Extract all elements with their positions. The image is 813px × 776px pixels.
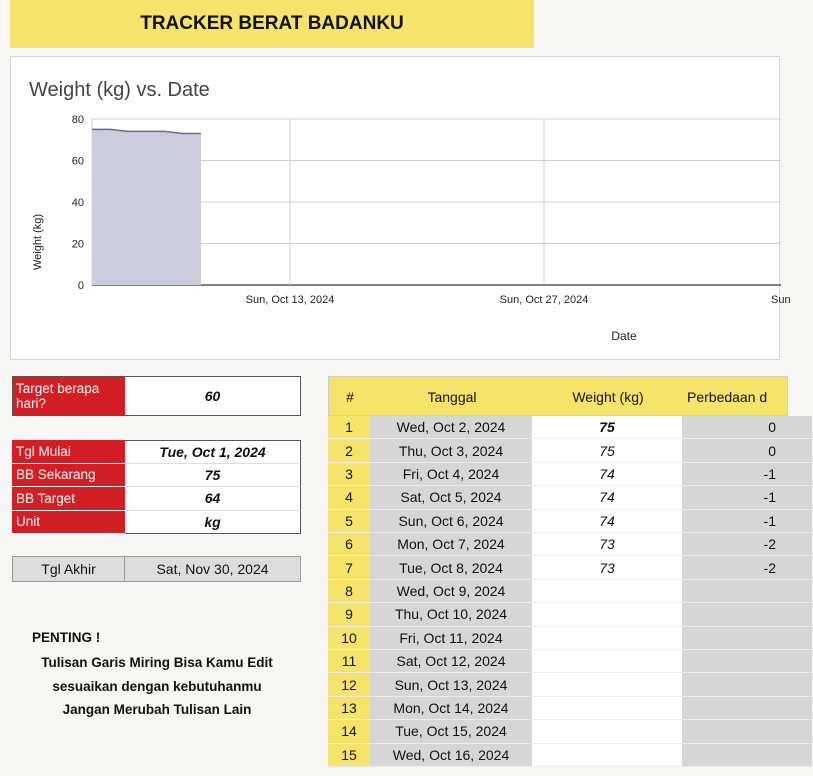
table-row: [328, 650, 788, 673]
row-date: Fri, Oct 11, 2024: [370, 627, 532, 650]
start-date-label: Tgl Mulai: [12, 440, 125, 464]
row-weight-input[interactable]: 74: [532, 486, 682, 509]
x-tick-label: Sun, Oct 27, 2024: [499, 294, 589, 306]
y-tick-label: 20: [71, 238, 84, 251]
y-tick-label: 0: [77, 280, 84, 292]
row-date: Sun, Oct 6, 2024: [370, 510, 532, 533]
table-header: [328, 376, 788, 416]
row-weight-input[interactable]: 74: [532, 510, 682, 533]
header-difference: Perbedaan d: [687, 389, 768, 405]
y-tick-label: 80: [71, 114, 84, 126]
title-banner: [10, 0, 534, 48]
row-weight-input[interactable]: [532, 697, 682, 720]
row-date: Wed, Oct 2, 2024: [370, 416, 532, 439]
row-number: 6: [328, 533, 370, 556]
header-weight: Weight (kg): [572, 389, 644, 405]
current-weight-input[interactable]: 75: [125, 464, 301, 488]
table-row: [328, 510, 788, 533]
row-date: Thu, Oct 10, 2024: [370, 603, 532, 626]
row-number: 9: [328, 603, 370, 626]
table-row: [328, 627, 788, 650]
target-days-input[interactable]: 60: [125, 376, 301, 416]
row-difference: -2: [682, 533, 812, 556]
x-tick-label: Sun: [771, 294, 791, 306]
row-weight-input[interactable]: [532, 580, 682, 603]
y-axis-label: Weight (kg): [32, 213, 44, 271]
target-weight-label: BB Target: [12, 487, 125, 511]
row-date: Wed, Oct 9, 2024: [370, 580, 532, 603]
row-difference: [682, 580, 812, 603]
row-number: 11: [328, 650, 370, 673]
row-difference: 0: [682, 439, 812, 462]
table-row: [328, 416, 788, 439]
table-row: [328, 556, 788, 579]
weight-log-table: [328, 376, 788, 776]
row-weight-input[interactable]: [532, 650, 682, 673]
table-row: [328, 673, 788, 696]
note-line-1: Tulisan Garis Miring Bisa Kamu Edit: [41, 655, 273, 670]
table-row: [328, 486, 788, 509]
page-title: TRACKER BERAT BADANKU: [140, 13, 404, 34]
row-number: 10: [328, 627, 370, 650]
header-date: Tanggal: [427, 389, 477, 405]
weight-chart[interactable]: [10, 56, 791, 360]
row-date: Tue, Oct 15, 2024: [370, 720, 532, 743]
chart-title: Weight (kg) vs. Date: [29, 79, 210, 101]
row-date: Tue, Oct 8, 2024: [370, 556, 532, 579]
table-row: [328, 603, 788, 626]
row-difference: 0: [682, 416, 812, 439]
target-weight-input[interactable]: 64: [125, 487, 301, 511]
y-tick-label: 60: [71, 155, 84, 168]
weight-series-area[interactable]: [92, 129, 201, 285]
row-number: 7: [328, 556, 370, 579]
table-row: [328, 533, 788, 556]
row-number: 8: [328, 580, 370, 603]
row-date: Thu, Oct 3, 2024: [370, 439, 532, 462]
end-date-value: Sat, Nov 30, 2024: [124, 556, 301, 582]
table-row: [328, 744, 788, 767]
row-difference: -2: [682, 556, 812, 579]
target-days-frame: [12, 376, 301, 416]
note-line-3: Jangan Merubah Tulisan Lain: [62, 702, 252, 717]
current-weight-label: BB Sekarang: [12, 464, 125, 488]
table-row: [328, 580, 788, 603]
row-difference: -1: [682, 486, 812, 509]
unit-input[interactable]: kg: [125, 511, 301, 535]
x-tick-label: Sun, Oct 13, 2024: [245, 294, 335, 306]
target-days-label: Target berapa hari?: [12, 376, 125, 416]
unit-label: Unit: [12, 511, 125, 535]
row-difference: [682, 720, 812, 743]
start-date-input[interactable]: Tue, Oct 1, 2024: [125, 440, 301, 464]
row-weight-input[interactable]: 73: [532, 533, 682, 556]
row-weight-input[interactable]: [532, 627, 682, 650]
row-number: 15: [328, 744, 370, 767]
note-heading: PENTING !: [32, 630, 101, 645]
row-date: Mon, Oct 7, 2024: [370, 533, 532, 556]
row-number: 5: [328, 510, 370, 533]
row-difference: -1: [682, 510, 812, 533]
row-date: Sat, Oct 5, 2024: [370, 486, 532, 509]
chart-svg: [11, 57, 791, 361]
row-difference: [682, 673, 812, 696]
row-difference: [682, 744, 812, 767]
row-date: Sun, Oct 13, 2024: [370, 673, 532, 696]
row-date: Wed, Oct 16, 2024: [370, 744, 532, 767]
y-tick-labels: [72, 114, 84, 292]
row-number: 3: [328, 463, 370, 486]
row-number: 13: [328, 697, 370, 720]
row-weight-input[interactable]: 75: [532, 416, 682, 439]
x-tick-labels: [246, 294, 791, 306]
row-weight-input[interactable]: 74: [532, 463, 682, 486]
end-date-label: Tgl Akhir: [12, 556, 125, 582]
table-row: [328, 439, 788, 462]
row-number: 4: [328, 486, 370, 509]
row-difference: [682, 627, 812, 650]
row-difference: -1: [682, 463, 812, 486]
header-number: #: [346, 389, 354, 405]
table-row: [328, 463, 788, 486]
table-row: [328, 720, 788, 743]
row-weight-input[interactable]: [532, 720, 682, 743]
y-tick-label: 40: [71, 197, 84, 209]
x-axis-label: Date: [611, 329, 637, 343]
row-number: 1: [328, 416, 370, 439]
row-weight-input[interactable]: 75: [532, 439, 682, 462]
row-weight-input[interactable]: [532, 744, 682, 767]
row-weight-input[interactable]: 73: [532, 556, 682, 579]
table-row: [328, 697, 788, 720]
note-line-2: sesuaikan dengan kebutuhanmu: [52, 679, 262, 694]
row-date: Mon, Oct 14, 2024: [370, 697, 532, 720]
row-date: Sat, Oct 12, 2024: [370, 650, 532, 673]
row-date: Fri, Oct 4, 2024: [370, 463, 532, 486]
row-difference: [682, 603, 812, 626]
row-number: 2: [328, 439, 370, 462]
row-number: 12: [328, 673, 370, 696]
row-weight-input[interactable]: [532, 603, 682, 626]
row-weight-input[interactable]: [532, 673, 682, 696]
row-difference: [682, 697, 812, 720]
row-number: 14: [328, 720, 370, 743]
row-difference: [682, 650, 812, 673]
